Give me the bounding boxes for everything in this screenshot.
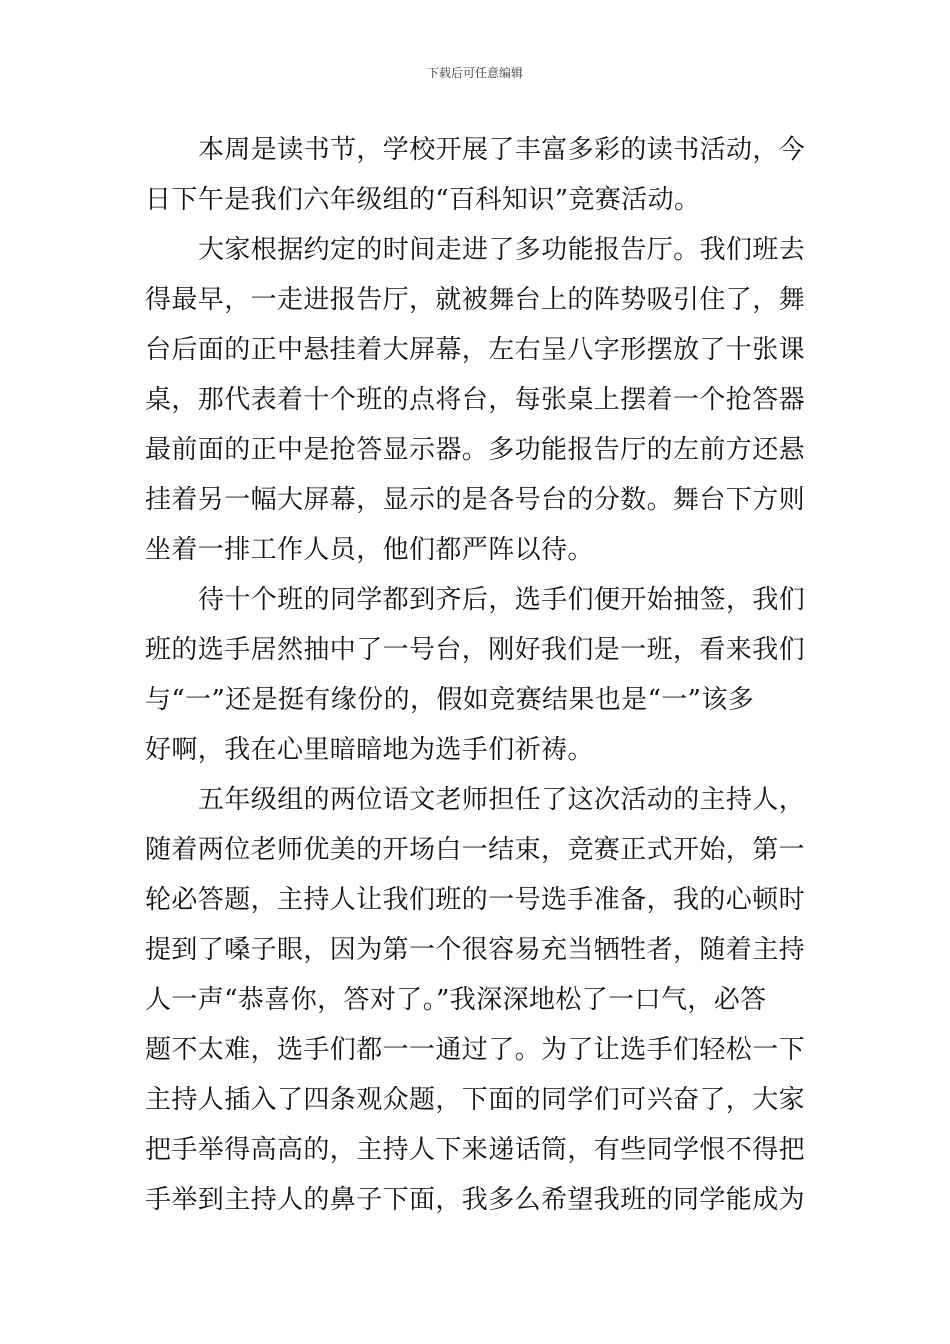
text-line: 人一声“恭喜你，答对了。”我深深地松了一口气，必答 [145,985,767,1015]
text-line: 把手举得高高的，主持人下来递话筒，有些同学恨不得把 [145,1135,806,1165]
text-line: 得最早，一走进报告厅，就被舞台上的阵势吸引住了，舞 [145,285,806,315]
paragraph-2 [145,225,810,575]
text-line: 大家根据约定的时间走进了多功能报告厅。我们班去 [198,235,806,265]
paragraph-4 [145,775,810,1225]
text-line: 好啊，我在心里暗暗地为选手们祈祷。 [145,735,594,765]
text-line: 轮必答题，主持人让我们班的一号选手准备，我的心顿时 [145,885,806,915]
text-line: 题不太难，选手们都一一通过了。为了让选手们轻松一下 [145,1035,806,1065]
text-line: 台后面的正中悬挂着大屏幕，左右呈八字形摆放了十张课 [145,335,806,365]
text-line: 待十个班的同学都到齐后，选手们便开始抽签，我们 [198,585,806,615]
text-line: 桌，那代表着十个班的点将台，每张桌上摆着一个抢答器 [145,385,806,415]
paragraph-1 [145,125,810,225]
text-line: 本周是读书节，学校开展了丰富多彩的读书活动，今 [198,135,806,165]
text-line: 五年级组的两位语文老师担任了这次活动的主持人， [198,785,806,815]
document-body [145,125,810,1225]
text-line: 随着两位老师优美的开场白一结束，竞赛正式开始，第一 [145,835,806,865]
text-line: 与“一”还是挺有缘份的，假如竞赛结果也是“一”该多 [145,685,755,715]
page-header-note: 下载后可任意编辑 [426,66,523,80]
text-line: 最前面的正中是抢答显示器。多功能报告厅的左前方还悬 [145,435,806,465]
text-line: 坐着一排工作人员，他们都严阵以待。 [145,535,594,565]
text-line: 日下午是我们六年级组的“百科知识”竞赛活动。 [145,185,701,215]
text-line: 手举到主持人的鼻子下面，我多么希望我班的同学能成为 [145,1185,806,1215]
paragraph-3 [145,575,810,775]
text-line: 班的选手居然抽中了一号台，刚好我们是一班，看来我们 [145,635,806,665]
text-line: 主持人插入了四条观众题，下面的同学们可兴奋了，大家 [145,1085,806,1115]
text-line: 提到了嗓子眼，因为第一个很容易充当牺牲者，随着主持 [145,935,806,965]
text-line: 挂着另一幅大屏幕，显示的是各号台的分数。舞台下方则 [145,485,806,515]
